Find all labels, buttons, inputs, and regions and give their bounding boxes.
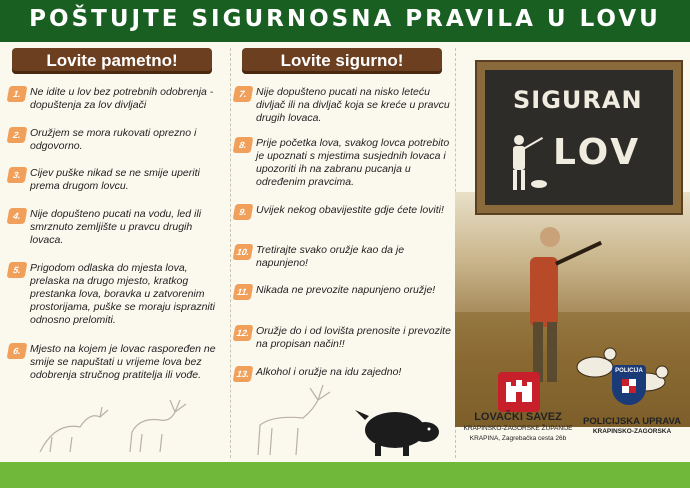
sign-line-1: SIGURAN — [513, 86, 643, 114]
policijska-uprava-subtitle: KRAPINSKO-ZAGORSKA — [592, 428, 672, 435]
lovacki-savez-address: KRAPINA, Zagrebačka cesta 26b — [469, 435, 567, 442]
rule-number-badge: 1. — [7, 86, 28, 102]
sign-line-2: LOV — [553, 132, 642, 173]
siguran-lov-sign — [477, 62, 681, 213]
rule-number-badge: 13. — [233, 366, 254, 382]
rule-number-badge: 7. — [233, 86, 254, 102]
rule-number-badge: 5. — [7, 262, 28, 278]
rule-text: Oružje do i od lovišta prenosite i prevozite na propisan način!! — [256, 325, 451, 350]
castle-crest-icon — [498, 372, 540, 412]
policijska-uprava-name: POLICIJSKA UPRAVA — [582, 416, 681, 427]
rule-number-badge: 2. — [7, 127, 28, 143]
column-divider — [230, 48, 231, 458]
rule-number-badge: 11. — [233, 284, 254, 300]
policija-badge — [612, 365, 646, 405]
rule-text: Mjesto na kojem je lovac raspoređen ne smije se napuštati u vrijeme lova bez odobrenja stručnog pratitelja ili vođe. — [30, 343, 216, 381]
boar-illustration — [355, 400, 445, 460]
rule-text: Prije početka lova, svakog lovca potrebito je upoznati s mjestima susjednih lovaca i upozoriti ih na zabranu pucanja u određenim pravcima. — [256, 137, 450, 188]
deer-line-art — [30, 392, 230, 462]
rule-text: Cijev puške nikad se ne smije uperiti prema drugom lovcu. — [30, 167, 200, 192]
rule-text: Uvijek nekog obavijestite gdje ćete loviti! — [256, 204, 444, 216]
rule-number-badge: 6. — [7, 343, 28, 359]
page-title: POŠTUJTE SIGURNOSNA PRAVILA U LOVU — [29, 6, 661, 32]
left-heading: Lovite pametno! — [12, 48, 212, 74]
rule-text: Prigodom odlaska do mjesta lova, prelaska na drugo mjesto, kratkog prestanka lova, boravka u zatvorenim prostorijama, puške se moraju isprazniti odnosno prelomiti. — [30, 262, 215, 326]
rule-number-badge: 12. — [233, 325, 254, 341]
title-banner — [0, 0, 690, 42]
grass-strip — [0, 462, 690, 488]
rule-text: Ne idite u lov bez potrebnih odobrenja -dopuštenja za lov divljači — [30, 86, 214, 111]
middle-heading: Lovite sigurno! — [242, 48, 442, 74]
rule-number-badge: 8. — [233, 137, 254, 153]
rule-text: Tretirajte svako oružje kao da je napunjeno! — [256, 244, 405, 269]
hunter-photo — [455, 192, 690, 427]
rule-number-badge: 9. — [233, 204, 254, 220]
rule-number-badge: 4. — [7, 208, 28, 224]
lovacki-savez-crest — [498, 372, 540, 412]
rule-text: Alkohol i oružje na idu zajedno! — [256, 366, 402, 378]
left-column — [6, 48, 231, 82]
rule-text: Nije dopušteno pucati na vodu, led ili smrznuto zemljište u pravcu drugih lovaca. — [30, 208, 202, 246]
middle-column — [232, 48, 452, 82]
rule-text: Nikada ne prevozite napunjeno oružje! — [256, 284, 436, 296]
rule-number-badge: 3. — [7, 167, 28, 183]
rule-text: Oružjem se mora rukovati oprezno i odgovorno. — [30, 127, 197, 152]
policija-badge-label: POLICIJA — [615, 368, 643, 374]
lovacki-savez-name: LOVAČKI SAVEZ — [474, 411, 562, 423]
hunter-with-dogs-illustration — [455, 192, 690, 427]
stag-line-art — [248, 380, 348, 460]
lovacki-savez-subtitle: KRAPINSKO-ZAGORSKE ŽUPANIJE — [463, 425, 573, 432]
rule-number-badge: 10. — [233, 244, 254, 260]
hunter-silhouette-icon — [499, 132, 549, 192]
rule-text: Nije dopušteno pucati na nisko leteću divljač ili na divljač koja se kreće u pravcu drugih lovaca. — [256, 86, 450, 124]
